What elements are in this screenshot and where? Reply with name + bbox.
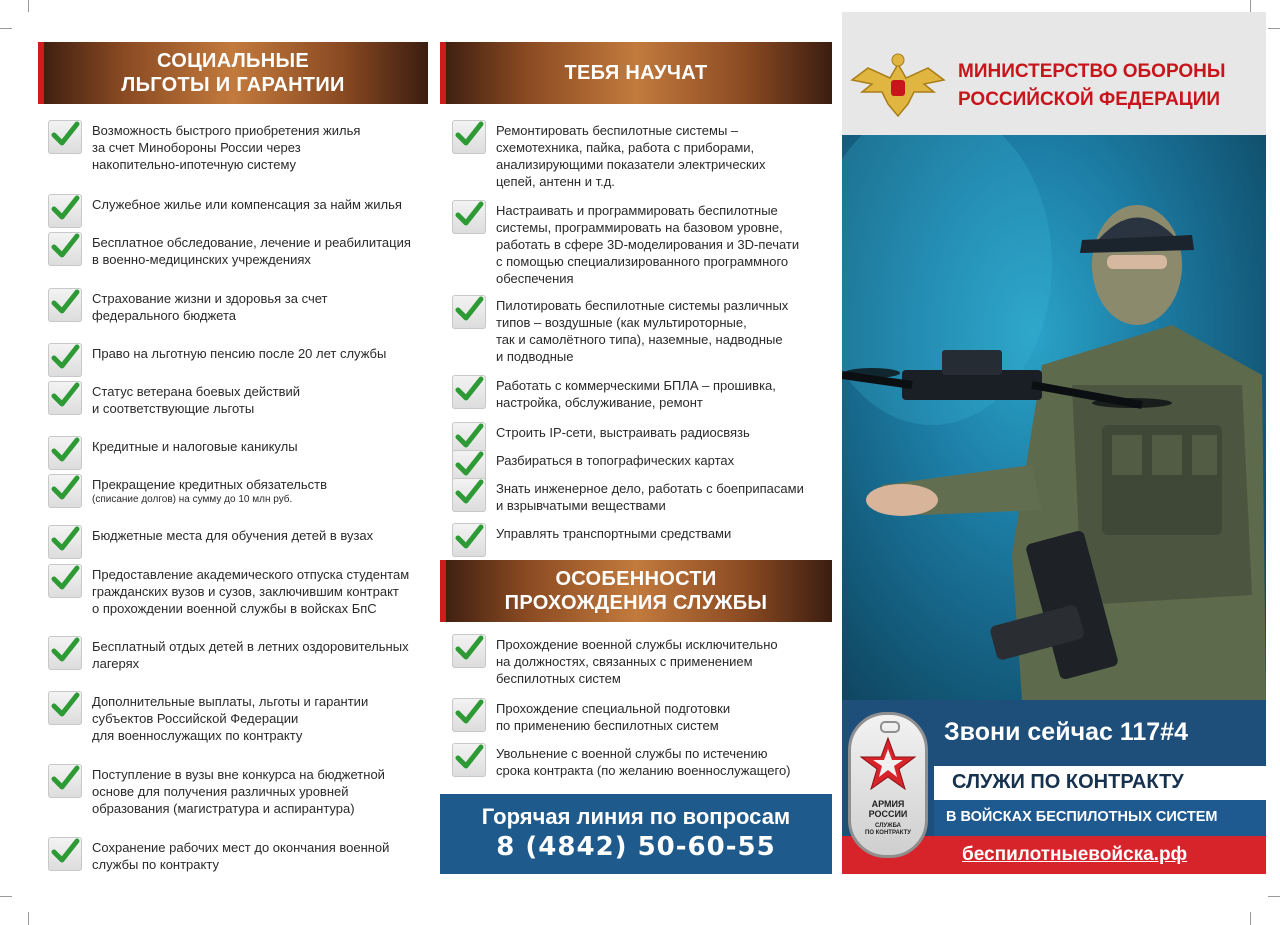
checkmark-icon xyxy=(48,436,82,470)
list-item xyxy=(48,234,411,268)
list-item-text: Кредитные и налоговые каникулы xyxy=(92,439,298,454)
list-item xyxy=(48,527,373,559)
crop-mark xyxy=(1268,896,1280,897)
serve-text: СЛУЖИ ПО КОНТРАКТУ xyxy=(952,771,1184,793)
list-item xyxy=(452,700,730,734)
crop-mark xyxy=(1250,912,1251,925)
benefits-heading-line: ЛЬГОТЫ И ГАРАНТИИ xyxy=(121,74,345,96)
hotline-label: Горячая линия по вопросам xyxy=(481,804,791,829)
list-item-text: Прохождение военной службы исключительно на должностях, связанных с применением беспилотных систем xyxy=(496,637,778,686)
checkmark-icon xyxy=(48,564,82,598)
list-item-text: Разбираться в топографических картах xyxy=(496,453,735,468)
list-item-text: Статус ветерана боевых действий и соответствующие льготы xyxy=(92,384,301,416)
checkmark-icon xyxy=(48,691,82,725)
crop-mark xyxy=(1268,28,1280,29)
list-item-text: Бесплатное обследование, лечение и реабилитация в военно-медицинских учреждениях xyxy=(92,235,411,267)
forces-band xyxy=(934,800,1266,836)
list-item xyxy=(48,476,327,508)
list-item-text: Пилотировать беспилотные системы различных типов – воздушные (как мультироторные, так и самолётного типа), наземные, надводные и подводные xyxy=(496,298,789,364)
list-item-text: Работать с коммерческими БПЛА – прошивка, настройка, обслуживание, ремонт xyxy=(496,378,776,410)
crop-mark xyxy=(0,896,12,897)
list-item-text: Бесплатный отдых детей в летних оздоровительных лагерях xyxy=(92,639,409,671)
tag-hole xyxy=(880,721,900,733)
red-star-icon xyxy=(858,735,918,795)
ministry-title: МИНИСТЕРСТВО ОБОРОНЫ РОССИЙСКОЙ ФЕДЕРАЦИИ xyxy=(958,61,1226,110)
list-item-text: Ремонтировать беспилотные системы – схемотехника, пайка, работа с приборами, анализирующими показатели электрических цепей, антенн и т.д. xyxy=(496,123,766,189)
service-features-heading-line: ПРОХОЖДЕНИЯ СЛУЖБЫ xyxy=(504,592,768,614)
crop-mark xyxy=(0,28,12,29)
checkmark-icon xyxy=(452,634,486,668)
list-item-text: Предоставление академического отпуска студентам гражданских вузов и сузов, заключившим контракт о прохождении военной службы в войсках БпС xyxy=(92,567,410,616)
list-item-text: Настраивать и программировать беспилотные системы, программировать на базовом уровне, работать в сфере 3D-моделирования и 3D-печати с помощью специализированного программного обеспечения xyxy=(496,203,800,286)
list-item-note: (списание долгов) на сумму до 10 млн руб. xyxy=(92,494,293,505)
hotline-phone[interactable]: 8 (4842) 50-60-55 xyxy=(496,832,776,862)
serve-band xyxy=(934,766,1266,800)
list-item-text: Увольнение с военной службы по истечению срока контракта (по желанию военнослужащего) xyxy=(496,746,791,778)
list-item xyxy=(48,839,389,873)
list-item xyxy=(48,345,386,377)
checkmark-icon xyxy=(48,525,82,559)
list-item-text: Прохождение специальной подготовки по применению беспилотных систем xyxy=(496,701,731,733)
list-item-text: Право на льготную пенсию после 20 лет службы xyxy=(92,346,387,361)
list-item xyxy=(452,745,791,779)
checkmark-icon xyxy=(48,288,82,322)
list-item-main: Прекращение кредитных обязательств xyxy=(92,477,327,492)
checkmark-icon xyxy=(48,232,82,266)
list-item xyxy=(48,766,385,817)
tag-subtitle: СЛУЖБА ПО КОНТРАКТУ xyxy=(865,823,911,836)
forces-text: В ВОЙСКАХ БЕСПИЛОТНЫХ СИСТЕМ xyxy=(946,809,1218,825)
list-item-text: Бюджетные места для обучения детей в вузах xyxy=(92,528,374,543)
soldier-with-drone-photo xyxy=(842,135,1266,700)
list-item xyxy=(48,196,402,228)
list-item-text: Управлять транспортными средствами xyxy=(496,526,732,541)
benefits-list xyxy=(48,0,438,925)
double-headed-eagle-emblem-icon xyxy=(848,52,948,122)
crop-mark xyxy=(28,912,29,925)
list-item xyxy=(48,122,360,173)
hotline-box xyxy=(440,794,832,874)
checkmark-icon xyxy=(48,343,82,377)
list-item-text: Страхование жизни и здоровья за счет федерального бюджета xyxy=(92,291,328,323)
list-item-text: Возможность быстрого приобретения жилья за счет Минобороны России через накопительно-ипотечную систему xyxy=(92,123,361,172)
army-dog-tag-logo xyxy=(848,712,928,858)
list-item xyxy=(48,566,409,617)
checkmark-icon xyxy=(48,636,82,670)
list-item xyxy=(48,290,327,324)
list-item-text xyxy=(92,476,327,506)
service-features-list xyxy=(452,0,832,925)
checkmark-icon xyxy=(48,120,82,154)
checkmark-icon xyxy=(48,764,82,798)
contract-banner xyxy=(842,700,1266,874)
list-item-text: Сохранение рабочих мест до окончания военной службы по контракту xyxy=(92,840,390,872)
list-item xyxy=(48,638,409,672)
website-link[interactable]: беспилотныевойска.рф xyxy=(962,844,1188,865)
list-item-text: Строить IP-сети, выстраивать радиосвязь xyxy=(496,425,750,440)
checkmark-icon xyxy=(452,743,486,777)
crop-mark xyxy=(1250,0,1251,12)
benefits-heading-line: СОЦИАЛЬНЫЕ xyxy=(157,50,309,72)
list-item xyxy=(48,693,368,744)
list-item xyxy=(48,438,298,470)
checkmark-icon xyxy=(48,381,82,415)
list-item xyxy=(452,636,778,687)
list-item-text: Знать инженерное дело, работать с боеприпасами и взрывчатыми веществами xyxy=(496,481,804,513)
list-item-text: Дополнительные выплаты, льготы и гарантии субъектов Российской Федерации для военнослужащих по контракту xyxy=(92,694,369,743)
list-item-text: Поступление в вузы вне конкурса на бюджетной основе для получения различных уровней образования (магистратура и аспирантура) xyxy=(92,767,385,816)
checkmark-icon xyxy=(48,194,82,228)
crop-mark xyxy=(28,0,29,12)
tag-title: АРМИЯ РОССИИ xyxy=(868,799,908,819)
ministry-header xyxy=(842,12,1266,135)
call-now-text[interactable]: Звони сейчас 117#4 xyxy=(944,718,1188,746)
checkmark-icon xyxy=(452,698,486,732)
skills-heading-text: ТЕБЯ НАУЧАТ xyxy=(564,62,708,84)
checkmark-icon xyxy=(48,474,82,508)
list-item xyxy=(48,383,300,417)
service-features-heading-line: ОСОБЕННОСТИ xyxy=(555,568,717,590)
checkmark-icon xyxy=(48,837,82,871)
list-item-text: Служебное жилье или компенсация за найм жилья xyxy=(92,197,402,212)
